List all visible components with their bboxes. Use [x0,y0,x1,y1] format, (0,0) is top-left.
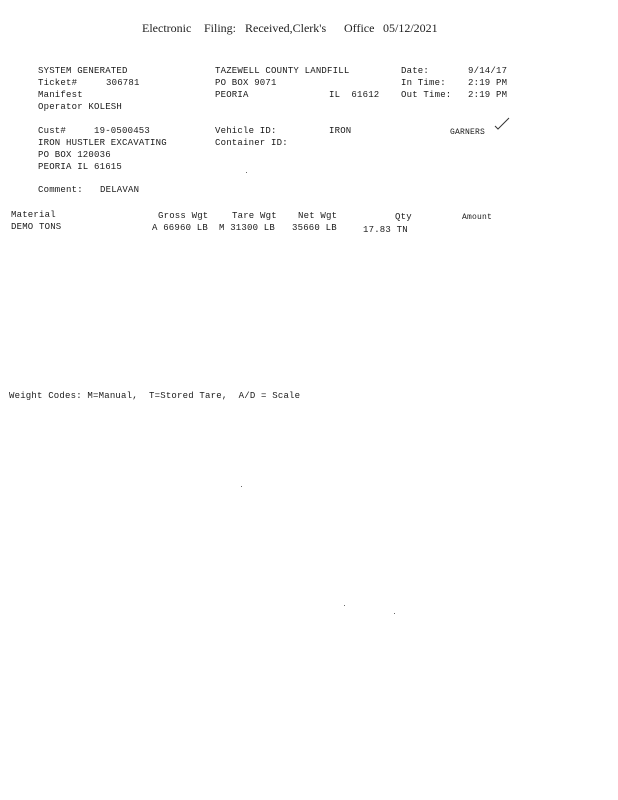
scan-speck [394,613,395,614]
out-time-value: 2:19 PM [468,90,508,100]
out-time-label: Out Time: [401,90,452,100]
facility-state-zip: IL 61612 [329,90,380,100]
manifest-label: Manifest [38,90,83,100]
customer-city: PEORIA IL 61615 [38,162,123,172]
date-label: Date: [401,66,430,76]
comment-label: Comment: [38,185,83,195]
header-office: Office [344,21,375,35]
row-net-weight: 35660 LB [292,223,337,233]
operator-label: Operator KOLESH [38,102,123,112]
vehicle-id-value: IRON [329,126,352,136]
handwritten-signature: GARNERS [450,128,486,137]
customer-label: Cust# [38,126,67,136]
date-value: 9/14/17 [468,66,508,76]
header-tare-weight: Tare Wgt [232,211,277,221]
container-id-label: Container ID: [215,138,288,148]
in-time-label: In Time: [401,78,446,88]
header-amount: Amount [462,213,493,222]
checkmark-icon [494,117,510,131]
header-gross-weight: Gross Wgt [158,211,209,221]
customer-address: PO BOX 120036 [38,150,111,160]
customer-name: IRON HUSTLER EXCAVATING [38,138,167,148]
facility-city: PEORIA [215,90,249,100]
header-filing: Filing: [204,21,237,35]
in-time-value: 2:19 PM [468,78,508,88]
row-quantity: 17.83 TN [363,225,408,235]
header-electronic: Electronic [142,21,192,35]
ticket-number: 306781 [106,78,140,88]
header-quantity: Qty [395,212,412,222]
row-gross-weight: A 66960 LB [152,223,209,233]
facility-name: TAZEWELL COUNTY LANDFILL [215,66,350,76]
weight-codes-legend: Weight Codes: M=Manual, T=Stored Tare, A/D = Scale [9,391,301,401]
header-net-weight: Net Wgt [298,211,338,221]
electronic-filing-header [0,21,618,37]
system-generated-label: SYSTEM GENERATED [38,66,128,76]
vehicle-id-label: Vehicle ID: [215,126,277,136]
scan-speck [344,605,345,606]
scan-speck [241,486,242,487]
scan-speck [246,172,247,173]
header-received: Received,Clerk's [245,21,327,35]
header-date: 05/12/2021 [383,21,438,35]
row-tare-weight: M 31300 LB [219,223,276,233]
customer-number: 19-0500453 [94,126,151,136]
row-material: DEMO TONS [11,222,62,232]
ticket-label: Ticket# [38,78,78,88]
comment-value: DELAVAN [100,185,140,195]
facility-address: PO BOX 9071 [215,78,277,88]
header-material: Material [11,210,56,220]
